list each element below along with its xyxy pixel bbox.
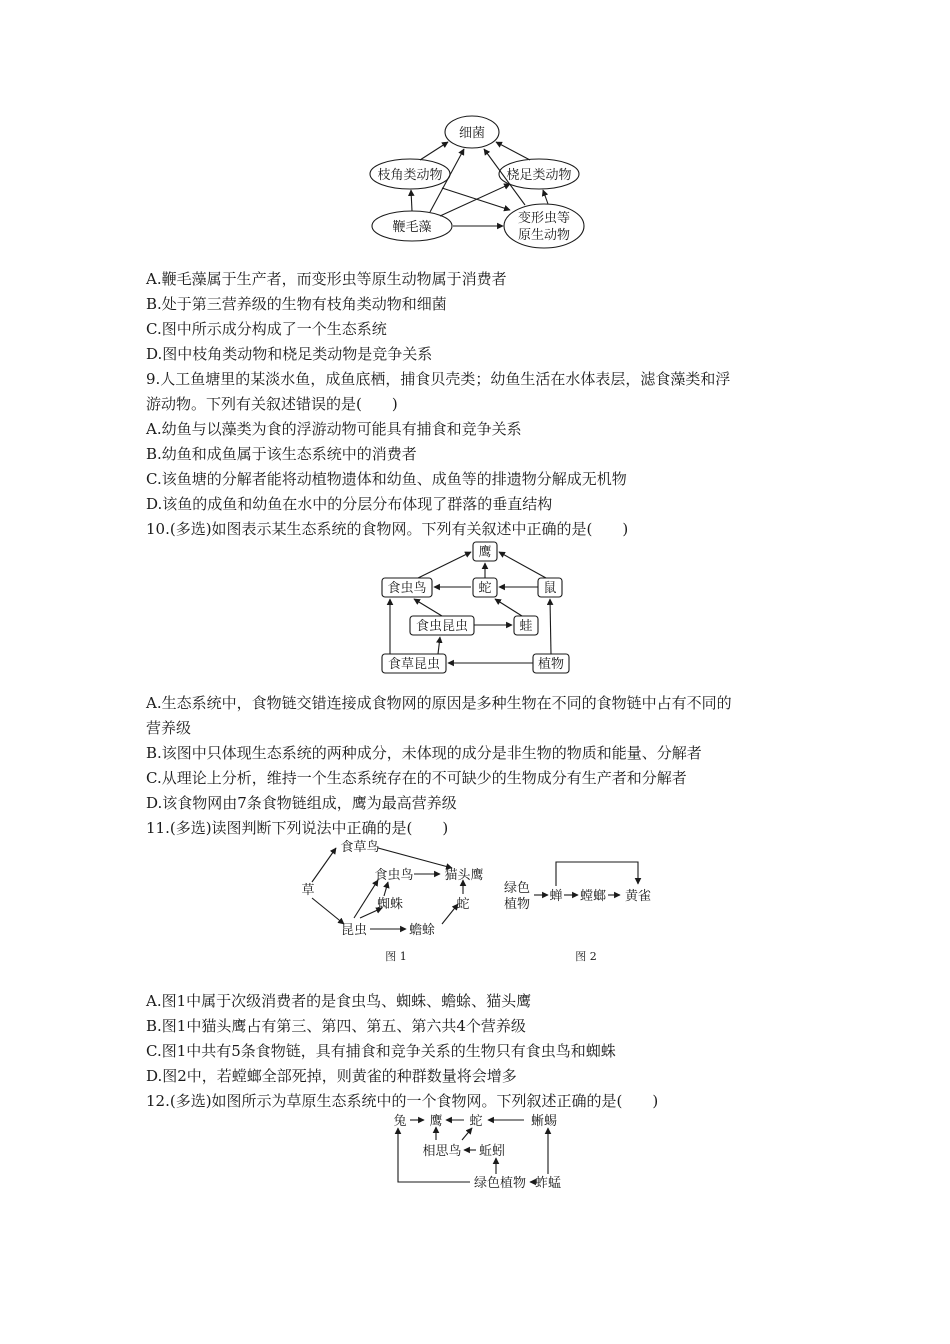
q9-option-c: C.该鱼塘的分解者能将动植物遗体和幼鱼、成鱼等的排遗物分解成无机物 (146, 470, 627, 488)
q8-option-d: D.图中枝角类动物和桡足类动物是竞争关系 (146, 345, 433, 363)
q11-option-a: A.图1中属于次级消费者的是食虫鸟、蜘蛛、蟾蜍、猫头鹰 (146, 992, 532, 1010)
label-snake: 蛇 (478, 581, 492, 596)
label-green-plant: 绿色植物 (473, 1176, 527, 1191)
label-insectivorous-bird: 食虫鸟 (374, 868, 414, 883)
q9-stem-line1: 9.人工鱼塘里的某淡水鱼，成鱼底栖，捕食贝壳类；幼鱼生活在水体表层，滤食藻类和浮 (146, 370, 731, 388)
q10-option-a-line2: 营养级 (146, 719, 192, 737)
label-snake: 蛇 (456, 897, 470, 912)
q9-option-b: B.幼鱼和成鱼属于该生态系统中的消费者 (146, 445, 417, 463)
label-herbivorous-bird: 食草鸟 (340, 840, 380, 855)
label-amoeba-2: 原生动物 (517, 228, 571, 243)
q10-food-web-figure (378, 540, 578, 675)
q8-food-web-figure (360, 112, 600, 252)
q9-option-d: D.该鱼的成鱼和幼鱼在水中的分层分布体现了群落的垂直结构 (146, 495, 553, 513)
label-cladocera: 枝角类动物 (377, 168, 443, 183)
label-flagellate: 鞭毛藻 (392, 220, 432, 235)
label-herbivorous-insect: 食草昆虫 (387, 657, 441, 672)
label-mantis: 螳螂 (579, 889, 607, 904)
q9-stem-line2: 游动物。下列有关叙述错误的是( ) (146, 395, 398, 413)
q11-figure-1 (298, 838, 498, 963)
label-amoeba-1: 变形虫等 (517, 211, 571, 226)
q11-stem: 11.(多选)读图判断下列说法中正确的是( ) (146, 819, 449, 837)
q8-option-a: A.鞭毛藻属于生产者，而变形虫等原生动物属于消费者 (146, 270, 507, 288)
label-green-plant-2: 植物 (503, 897, 531, 912)
label-lizard: 蜥蜴 (530, 1114, 558, 1129)
label-frog: 蛙 (519, 619, 533, 634)
label-toad: 蟾蜍 (408, 923, 436, 938)
label-earthworm: 蚯蚓 (478, 1144, 506, 1159)
label-hawk: 鹰 (478, 545, 492, 560)
q10-option-c: C.从理论上分析，维持一个生态系统存在的不可缺少的生物成分有生产者和分解者 (146, 769, 687, 787)
label-mouse: 鼠 (543, 581, 557, 596)
label-insectivorous-insect: 食虫昆虫 (415, 619, 469, 634)
label-insect: 昆虫 (340, 923, 368, 938)
label-bacteria: 细菌 (458, 126, 486, 141)
label-hawk: 鹰 (429, 1114, 443, 1129)
label-lovebird: 相思鸟 (422, 1144, 462, 1159)
caption-figure-1: 图 1 (385, 950, 407, 963)
label-rabbit: 兔 (393, 1114, 407, 1129)
q10-option-a-line1: A.生态系统中，食物链交错连接成食物网的原因是多种生物在不同的食物链中占有不同的 (146, 694, 732, 712)
label-green-plant-1: 绿色 (503, 881, 531, 896)
label-grass: 草 (301, 883, 315, 898)
q10-option-b: B.该图中只体现生态系统的两种成分，未体现的成分是非生物的物质和能量、分解者 (146, 744, 702, 762)
label-snake: 蛇 (469, 1114, 483, 1129)
q12-food-web-figure (388, 1110, 568, 1194)
label-spider: 蜘蛛 (376, 897, 404, 912)
label-owl: 猫头鹰 (444, 868, 484, 883)
label-copepoda: 桡足类动物 (506, 168, 572, 183)
caption-figure-2: 图 2 (575, 950, 597, 963)
q8-option-b: B.处于第三营养级的生物有枝角类动物和细菌 (146, 295, 447, 313)
label-insectivorous-bird: 食虫鸟 (387, 581, 427, 596)
q8-option-c: C.图中所示成分构成了一个生态系统 (146, 320, 387, 338)
q12-stem: 12.(多选)如图所示为草原生态系统中的一个食物网。下列叙述正确的是( ) (146, 1092, 659, 1110)
q10-option-d: D.该食物网由7条食物链组成，鹰为最高营养级 (146, 794, 457, 812)
q9-option-a: A.幼鱼与以藻类为食的浮游动物可能具有捕食和竞争关系 (146, 420, 522, 438)
q11-option-b: B.图1中猫头鹰占有第三、第四、第五、第六共4个营养级 (146, 1017, 526, 1035)
label-plant: 植物 (537, 657, 565, 672)
label-grasshopper: 蚱蜢 (534, 1176, 562, 1191)
label-oriole: 黄雀 (624, 889, 652, 904)
q11-figure-2 (502, 858, 662, 963)
q11-option-d: D.图2中，若螳螂全部死掉，则黄雀的种群数量将会增多 (146, 1067, 517, 1085)
q10-stem: 10.(多选)如图表示某生态系统的食物网。下列有关叙述中正确的是( ) (146, 520, 629, 538)
label-cicada: 蝉 (549, 889, 563, 904)
q11-option-c: C.图1中共有5条食物链，具有捕食和竞争关系的生物只有食虫鸟和蜘蛛 (146, 1042, 616, 1060)
